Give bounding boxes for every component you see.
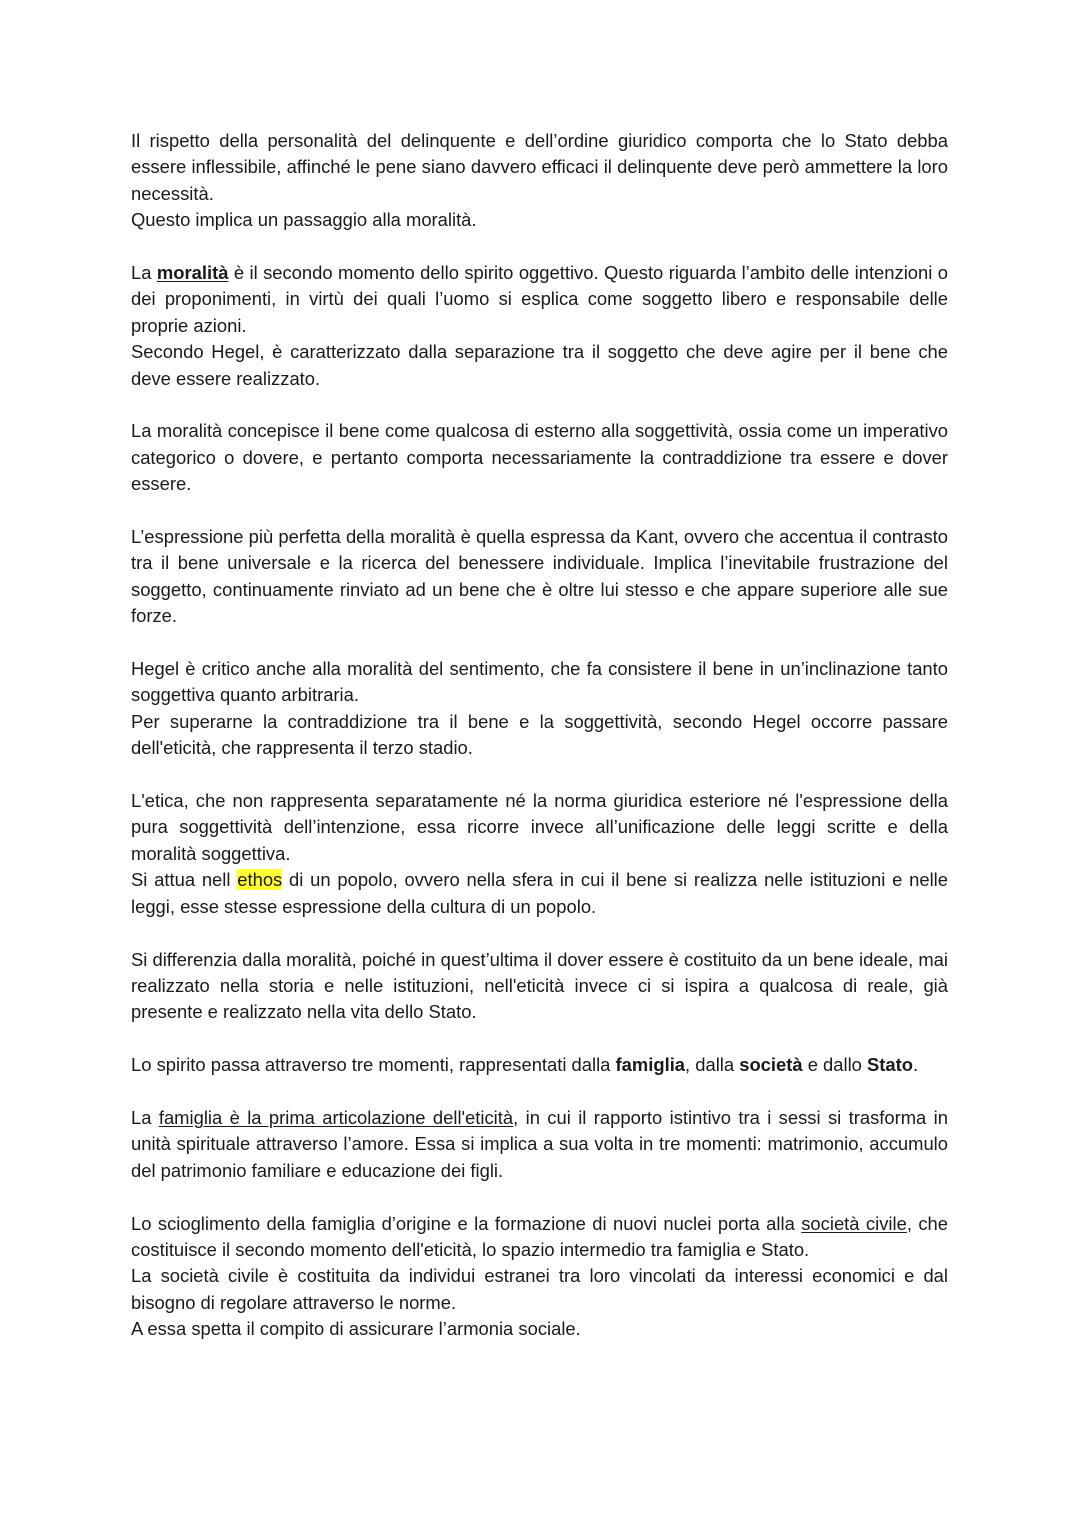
text-run: Si differenzia dalla moralità, poiché in quest’ultima il dover essere è costituito da un bene ideale, mai realizzato nella storia e nelle istituzioni, nell'eticità invece ci si ispira a qualcosa di reale, già presente e realizzato nella vita dello Stato. (131, 948, 948, 1023)
text-line (131, 260, 948, 339)
text-line (131, 418, 948, 497)
text-line (131, 867, 948, 920)
text-run: La società civile è costituita da individui estranei tra loro vincolati da interessi economici e dal bisogno di regolare attraverso le norme. (131, 1265, 948, 1313)
paragraph (131, 260, 948, 392)
text-run: La moralità concepisce il bene come qualcosa di esterno alla soggettività, ossia come un imperativo categorico o dovere, e pertanto comporta necessariamente la contraddizione tra essere e dover essere. (131, 420, 948, 495)
bold-term: famiglia (615, 1054, 686, 1076)
text-run: Questo implica un passaggio alla moralità. (131, 209, 477, 231)
paragraph (131, 1211, 948, 1343)
bold-term: società (739, 1054, 803, 1076)
text-run: e dallo (802, 1054, 868, 1076)
paragraph (131, 128, 948, 234)
text-line (131, 207, 948, 233)
text-run: Hegel è critico anche alla moralità del sentimento, che fa consistere il bene in un’inclinazione tanto soggettiva quanto arbitraria. (131, 658, 948, 706)
text-run: Lo spirito passa attraverso tre momenti, rappresentati dalla (131, 1054, 616, 1076)
paragraph (131, 418, 948, 497)
text-line (131, 656, 948, 709)
text-run: di un popolo, ovvero nella sfera in cui il bene si realizza nelle istituzioni e nelle leggi, esse stesse espressione della cultura di un popolo. (131, 869, 948, 917)
text-run: , che costituisce il secondo momento dell'eticità, lo spazio intermedio tra famiglia e Stato. (131, 1212, 948, 1260)
paragraph (131, 947, 948, 1026)
text-run: L’espressione più perfetta della moralità è quella espressa da Kant, ovvero che accentua il contrasto tra il bene universale e la ricerca del benessere individuale. Implica l’inevitabile frustrazione del soggetto, continuamente rinviato ad un bene che è oltre lui stesso e che appare superiore alle sue forze. (131, 526, 948, 627)
text-run: Si attua nell (131, 869, 238, 891)
text-line (131, 339, 948, 392)
text-run: Lo scioglimento della famiglia d’origine e la formazione di nuovi nuclei porta alla (131, 1212, 802, 1234)
text-line (131, 128, 948, 207)
text-run: Il rispetto della personalità del delinquente e dell’ordine giuridico comporta che lo Stato debba essere inflessibile, affinché le pene siano davvero efficaci il delinquente deve però ammettere la loro necessità. (131, 130, 948, 204)
text-run: A essa spetta il compito di assicurare l’armonia sociale. (131, 1318, 581, 1340)
text-line (131, 709, 948, 762)
text-run: è il secondo momento dello spirito oggettivo. Questo riguarda l’ambito delle intenzioni o dei proponimenti, in virtù dei quali l’uomo si esplica come soggetto libero e responsabile delle proprie azioni. (131, 262, 948, 336)
text-run: Secondo Hegel, è caratterizzato dalla separazione tra il soggetto che deve agire per il bene che deve essere realizzato. (131, 341, 948, 389)
text-run: , dalla (685, 1054, 740, 1076)
text-run: , in cui il rapporto istintivo tra i sessi si trasforma in unità spirituale attraverso l’amore. Essa si implica a sua volta in tre momenti: matrimonio, accumulo del patrimonio familiare e educazione dei figli. (131, 1106, 948, 1181)
text-line (131, 788, 948, 867)
paragraph (131, 524, 948, 630)
underlined-term: società civile (801, 1212, 907, 1234)
paragraph (131, 1105, 948, 1184)
paragraph (131, 788, 948, 920)
text-line (131, 1211, 948, 1264)
text-line (131, 947, 948, 1026)
text-run: L'etica, che non rappresenta separatamente né la norma giuridica esteriore né l'espressione della pura soggettività dell’intenzione, essa ricorre invece all’unificazione delle leggi scritte e della moralità soggettiva. (131, 790, 948, 864)
highlighted-term: ethos (237, 869, 283, 891)
text-run: . (913, 1054, 919, 1076)
text-run: La (131, 262, 157, 284)
paragraph (131, 656, 948, 762)
bold-underlined-term: moralità (156, 262, 229, 284)
paragraph (131, 1052, 948, 1078)
text-run: Per superarne la contraddizione tra il bene e la soggettività, secondo Hegel occorre passare dell'eticità, che rappresenta il terzo stadio. (131, 710, 948, 759)
text-line (131, 1105, 948, 1184)
bold-term: Stato (867, 1054, 914, 1076)
text-line (131, 1052, 948, 1078)
text-run: La (131, 1106, 159, 1128)
text-line (131, 1316, 948, 1342)
underlined-term: famiglia è la prima articolazione dell'eticità (158, 1106, 514, 1128)
text-line (131, 1263, 948, 1316)
text-line (131, 524, 948, 630)
document-page (131, 128, 948, 1369)
